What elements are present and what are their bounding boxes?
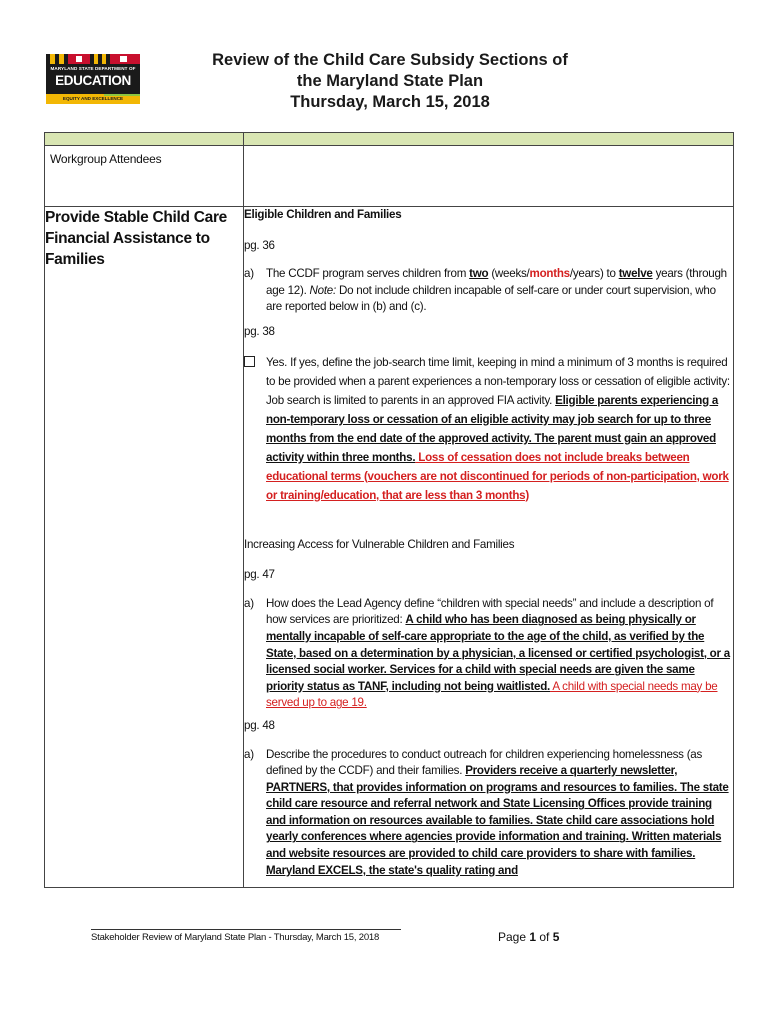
logo-line2: EDUCATION: [55, 73, 131, 88]
attendees-row: [45, 146, 734, 207]
item-text: Yes. If yes, define the job-search time limit, keeping in mind a minimum of 3 months is required to be provided when a parent experiences a non-temporary loss or cessation of eligible activity: Job search is limited to parents in an approved FIA activity. Eligible parents experiencing a non-temporary loss or cessation of an eligible activity may job search for up to three months from the end date of the approved activity. The parent must gain an approved activity within three months. Loss of cessation does not include breaks between educational terms (vouchers are not discontinued for periods of non-participation, work or training/education, that are less than 3 months): [266, 355, 730, 502]
item-text: Describe the procedures to conduct outreach for children experiencing homelessness (as defined by the CCDF) and their families. Providers receive a quarterly newsletter, PARTNERS, that provides information on programs and resources to families. The state child care resource and referral network and State Licensing Offices provide training and information on resources available to families. State child care associations hold yearly conferences where agencies provide information and training. Written materials and website resources are provided to child care providers to share with families. Maryland EXCELS, the state's quality rating and: [266, 747, 729, 877]
footer-text: Stakeholder Review of Maryland State Plan - Thursday, March 15, 2018: [91, 932, 380, 943]
list-item: [244, 266, 733, 316]
logo-line3: EQUITY AND EXCELLENCE: [62, 95, 124, 101]
item-text: The CCDF program serves children from two (weeks/months/years) to twelve years (through age 12). Note: Do not include children incapable of self-care or under court supervision, who are reported below in (b) and (c).: [266, 267, 727, 314]
section-title-cell: [45, 207, 244, 888]
page-ref: pg. 36: [244, 238, 275, 252]
list-item: [244, 596, 733, 712]
header-cell-right: [244, 133, 734, 146]
section-content: [244, 207, 733, 887]
page-ref: pg. 48: [244, 718, 275, 732]
checkbox-icon[interactable]: [244, 353, 266, 505]
list-marker: a): [244, 267, 254, 281]
item-text: How does the Lead Agency define “children with special needs” and include a description of how services are prioritized: A child who has been diagnosed as being physically or mentally incapable of self-care appropriate to the age of the child, as verified by the State, based on a determination by a physician, a licensed or certified psychologist, or a licensed social worker. Services for a child with special needs are given the same priority status as TANF, including not being waitlisted. A child with special needs may be served up to age 19.: [266, 596, 730, 710]
attendees-value: [244, 146, 734, 207]
list-item: [244, 353, 733, 505]
document-title: [150, 50, 630, 113]
eligible-heading: Eligible Children and Families: [244, 208, 402, 221]
title-line-1: Review of the Child Care Subsidy Sections of: [212, 51, 568, 69]
list-item: [244, 747, 733, 880]
section-title: Provide Stable Child Care Financial Assistance to Families: [45, 209, 227, 268]
page-ref: pg. 38: [244, 324, 275, 338]
vulnerable-heading: Increasing Access for Vulnerable Children and Families: [244, 537, 515, 551]
msde-logo: [46, 54, 140, 104]
page-ref: pg. 47: [244, 568, 275, 582]
review-table: [44, 132, 734, 888]
footer-rule: [91, 929, 401, 930]
attendees-label: Workgroup Attendees: [45, 146, 244, 207]
header-cell-left: [45, 133, 244, 146]
page-number: Page 1 of 5: [498, 930, 560, 944]
title-line-3: Thursday, March 15, 2018: [290, 93, 490, 111]
logo-line1: MARYLAND STATE DEPARTMENT OF: [50, 66, 136, 71]
table-header-row: [45, 133, 734, 146]
list-marker: a): [244, 747, 254, 761]
section-content-cell: [244, 207, 734, 888]
list-marker: a): [244, 596, 254, 610]
section-row: [45, 207, 734, 888]
title-line-2: the Maryland State Plan: [296, 72, 484, 90]
